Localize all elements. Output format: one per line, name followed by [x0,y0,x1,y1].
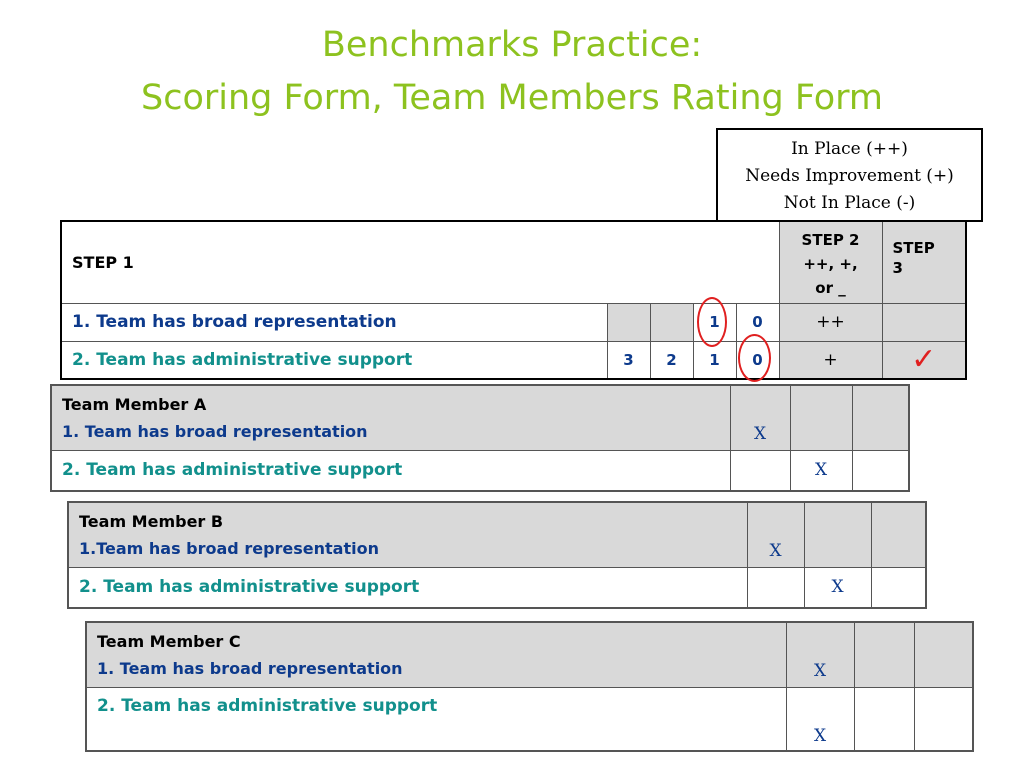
step2-title: STEP 2 [801,231,860,249]
member-b-row1-mark-2[interactable] [804,502,871,567]
step-row-2-score-3[interactable]: 3 [607,341,650,379]
member-c-row1-mark-2[interactable] [854,622,914,687]
score-circle-row2 [738,334,771,382]
member-b-row1-mark-1[interactable]: X [747,502,804,567]
member-c-name: Team Member C [97,631,241,651]
team-member-a-table [50,384,910,492]
member-c-header [86,622,786,687]
member-a-name: Team Member A [62,394,207,414]
step-row-2-label: 2. Team has administrative support [61,341,607,379]
step3-title: STEP [892,239,935,257]
step-row-2-score-2[interactable]: 2 [650,341,693,379]
legend-needs-improvement: Needs Improvement (+) [745,166,954,186]
member-b-name: Team Member B [79,511,224,531]
page-title-line-1: Benchmarks Practice: [321,25,703,65]
step-row-1-label: 1. Team has broad representation [61,303,607,341]
step-row-1-step3[interactable] [882,303,966,341]
member-a-row2-mark-2[interactable]: X [790,450,852,491]
step-row-2-step2[interactable]: + [779,341,882,379]
step-row-1-score-0[interactable]: 0 [736,303,779,341]
step-row-1-score-2[interactable] [650,303,693,341]
team-member-b-table [67,501,927,609]
member-a-row2-mark-3[interactable] [852,450,909,491]
step1-header: STEP 1 [61,221,779,303]
scoring-table [60,220,967,380]
step-row-1-score-3[interactable] [607,303,650,341]
member-a-row1-label: 1. Team has broad representation [62,421,368,441]
member-c-row2-mark-1[interactable]: X [786,687,854,751]
step-row-1-score-1[interactable]: 1 [693,303,736,341]
member-c-row2-mark-3[interactable] [914,687,973,751]
team-member-c-table [85,621,974,752]
member-a-row1-mark-3[interactable] [852,385,909,450]
member-c-row2-label: 2. Team has administrative support [86,687,786,751]
member-c-row1-label: 1. Team has broad representation [97,658,403,678]
member-a-row1-mark-1[interactable]: X [730,385,790,450]
step3-number: 3 [892,259,903,277]
member-a-row2-mark-1[interactable] [730,450,790,491]
step-row-1-step2[interactable]: ++ [779,303,882,341]
member-b-row1-label: 1.Team has broad representation [79,538,379,558]
check-icon[interactable]: ✓ [882,341,966,379]
member-b-row1-mark-3[interactable] [871,502,926,567]
legend-not-in-place: Not In Place (-) [783,193,916,213]
step3-header [882,221,966,303]
rating-legend [716,128,983,222]
step2-header [779,221,882,303]
member-a-row1-mark-2[interactable] [790,385,852,450]
member-a-header [51,385,730,450]
legend-in-place: In Place (++) [791,139,908,159]
score-circle-row1 [697,297,727,347]
step2-options: ++, +, [803,255,858,273]
member-b-row2-mark-1[interactable] [747,567,804,608]
step-row-2-score-1[interactable]: 1 [693,341,736,379]
member-b-row2-label: 2. Team has administrative support [68,567,747,608]
page-title-line-2: Scoring Form, Team Members Rating Form [140,78,884,118]
member-c-row1-mark-1[interactable]: X [786,622,854,687]
member-b-row2-mark-2[interactable]: X [804,567,871,608]
member-a-row2-label: 2. Team has administrative support [51,450,730,491]
member-b-header [68,502,747,567]
member-c-row2-mark-2[interactable] [854,687,914,751]
step2-options-tail: or _ [815,279,846,297]
step-row-2-score-0[interactable]: 0 [736,341,779,379]
member-b-row2-mark-3[interactable] [871,567,926,608]
member-c-row1-mark-3[interactable] [914,622,973,687]
